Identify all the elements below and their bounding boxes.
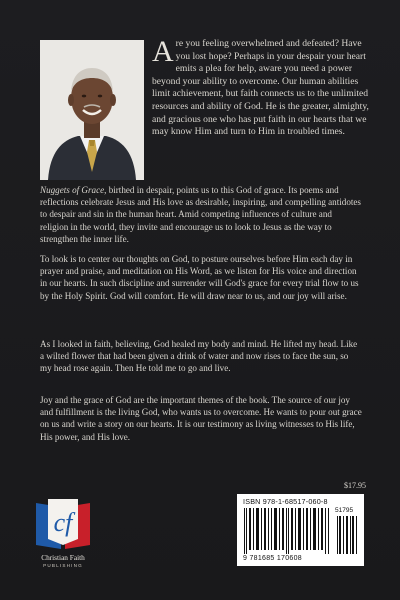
supplement-code: 51795 bbox=[335, 507, 354, 514]
author-portrait-image bbox=[40, 40, 144, 180]
author-photo bbox=[40, 40, 144, 180]
intro-text: re you feeling overwhelmed and defeated? Have you lost hope? Perhaps in your despair your heart emits a plea for help, aware you need a power beyond your ability to overcome. Our human abilities limit achievement, but faith connects us to the unlimited resources and ability of God. He is the greater, almighty, and gracious one who has put faith in our hearts that we may know Him and turn to Him in troubled times. bbox=[152, 38, 369, 138]
isbn-barcode bbox=[237, 494, 364, 566]
isbn-text: ISBN 978-1-68517-060-8 bbox=[243, 497, 328, 506]
svg-text:cf: cf bbox=[53, 508, 73, 537]
publisher-name: Christian Faith bbox=[41, 553, 85, 562]
publisher-sub: PUBLISHING bbox=[43, 563, 83, 568]
drop-cap: A bbox=[152, 35, 174, 68]
barcode-number: 9 781685 170608 bbox=[243, 555, 302, 562]
paragraph-nuggets-text: , birthed in despair, points us to this God of grace. Its poems and reflections celebrate Jesus and His love as desirable, inspiring, and compelling antidotes to despair and sin in the human heart. Amid competing influences of culture and religion in the world, they invite and encourage us to look to Jesus as the way to strengthen the inner life. bbox=[40, 185, 361, 244]
barcode-supplement-bars bbox=[337, 516, 359, 554]
christian-faith-logo-icon bbox=[28, 493, 98, 553]
paragraph-nuggets bbox=[40, 184, 362, 245]
paragraph-look: To look is to center our thoughts on God, to posture ourselves before Him each day in prayer and praise, and meditation on His Word, as we listen for His voice and direction in our hearts. In such discipline and surrender will God's grace for every trial flow to us by the Holy Spirit. God will comfort. He will draw near to us, and our joy will arise. bbox=[40, 254, 359, 301]
price-label: $17.95 bbox=[344, 481, 366, 490]
publisher-logo bbox=[28, 493, 98, 573]
book-title-italic: Nuggets of Grace bbox=[40, 185, 105, 195]
paragraph-themes: Joy and the grace of God are the important themes of the book. The source of our joy and fulfillment is the living God, who wants us to overcome. He wants to pour out grace on us and write a story on our hearts. It is our testimony as living witnesses to His life, His power, and His love. bbox=[40, 395, 362, 442]
paragraph-healing: As I looked in faith, believing, God healed my body and mind. He lifted my head. Like a wilted flower that had been given a drink of water and now rises to face the sun, so my head rose again. Then He told me to go and live. bbox=[40, 339, 358, 374]
barcode-main-bars bbox=[243, 508, 331, 554]
intro-paragraph bbox=[152, 35, 376, 139]
